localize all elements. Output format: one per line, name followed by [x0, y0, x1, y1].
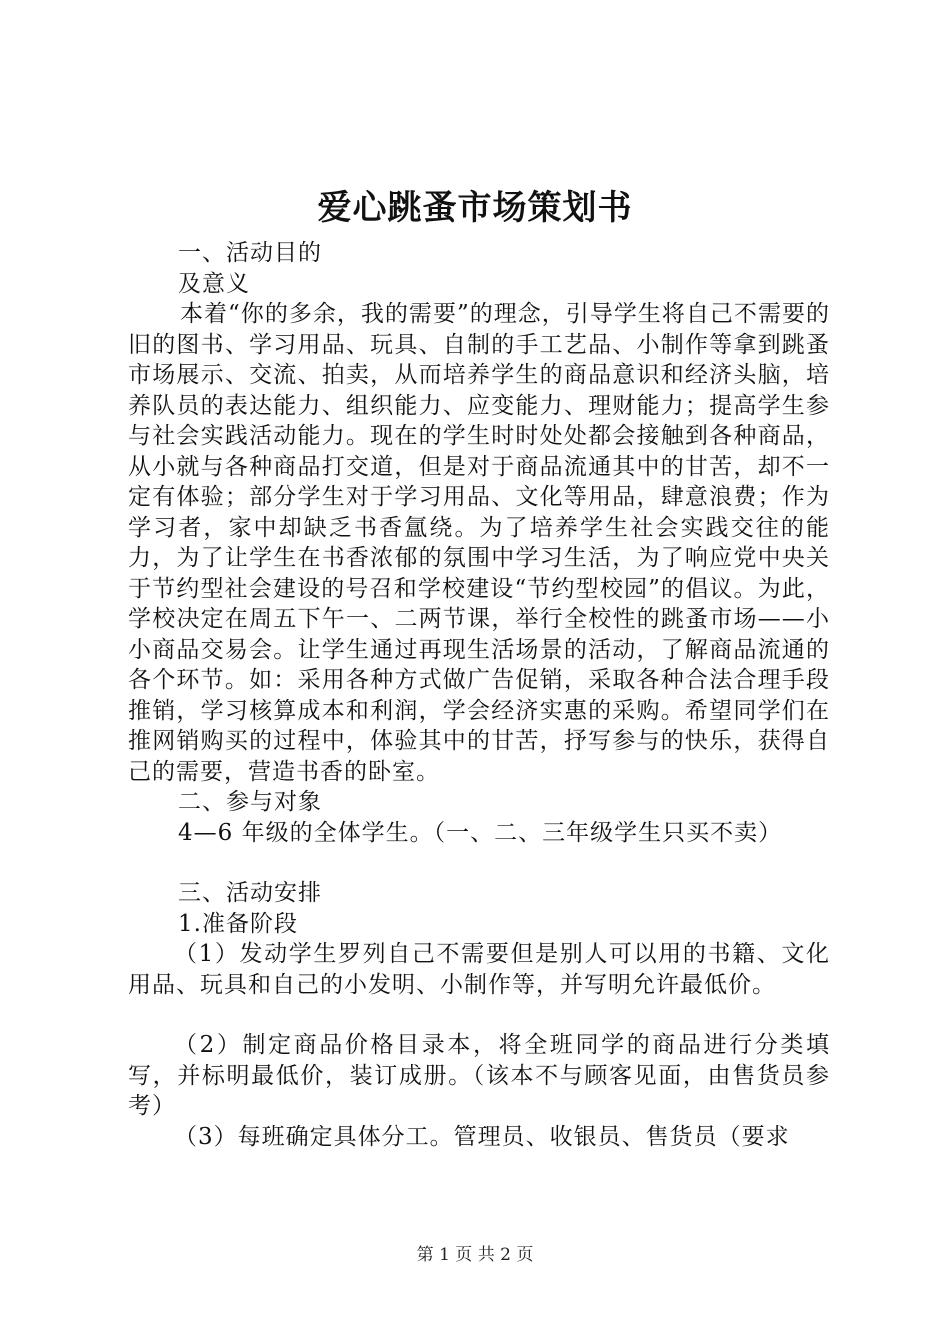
- section-3-subheading: 1.准备阶段: [178, 910, 298, 937]
- page-footer: 第 1 页 共 2 页: [416, 1245, 534, 1265]
- section-1-paragraph: 本着“你的多余，我的需要”的理念，引导学生将自己不需要的旧的图书、学习用品、玩具、自制的手工艺品、小制作等拿到跳蚤市场展示、交流、拍卖，从而培养学生的商品意识和经济头脑，培养队员的表达能力、组织能力、应变能力、理财能力；提高学生参与社会实践活动能力。现在的学生时时处处都会接触到各种商品，从小就与各种商品打交道，但是对于商品流通其中的甘苦，却不一定有体验；部分学生对于学习用品、文化等用品，肆意浪费；作为学习者，家中却缺乏书香氲绕。为了培养学生社会实践交往的能力，为了让学生在书香浓郁的氛围中学习生活，为了响应党中央关于节约型社会建设的号召和学校建设“节约型校园”的倡议。为此，学校决定在周五下午一、二两节课，举行全校性的跳蚤市场——小小商品交易会。让学生通过再现生活场景的活动，了解商品流通的各个环节。如：采用各种方式做广告促销，采取各种合法合理手段推销，学习核算成本和利润，学会经济实惠的采购。希望同学们在推网销购买的过程中，体验其中的甘苦，抒写参与的快乐，获得自己的需要，营造书香的卧室。: [128, 301, 830, 785]
- section-2-heading: 二、参与对象: [178, 789, 322, 815]
- document-body: [128, 238, 830, 1152]
- document-title: 爱心跳蚤市场策划书: [317, 188, 633, 228]
- section-1-heading-a: 一、活动目的: [178, 240, 322, 266]
- blank-line: [128, 848, 830, 878]
- section-1-heading-b: 及意义: [178, 270, 250, 297]
- blank-line: [128, 1000, 830, 1030]
- section-3-item-2: （2）制定商品价格目录本，将全班同学的商品进行分类填写，并标明最低价，装订成册。（该本不与顾客见面，由售货员参考）: [128, 1032, 830, 1119]
- section-3-item-1: （1）发动学生罗列自己不需要但是别人可以用的书籍、文化用品、玩具和自己的小发明、小制作等，并写明允许最低价。: [128, 941, 830, 998]
- section-3-item-3: （3）每班确定具体分工。管理员、收银员、售货员（要求: [174, 1123, 790, 1150]
- section-3-heading: 三、活动安排: [178, 880, 322, 906]
- section-2-text: 4—6 年级的全体学生。（一、二、三年级学生只买不卖）: [178, 819, 783, 846]
